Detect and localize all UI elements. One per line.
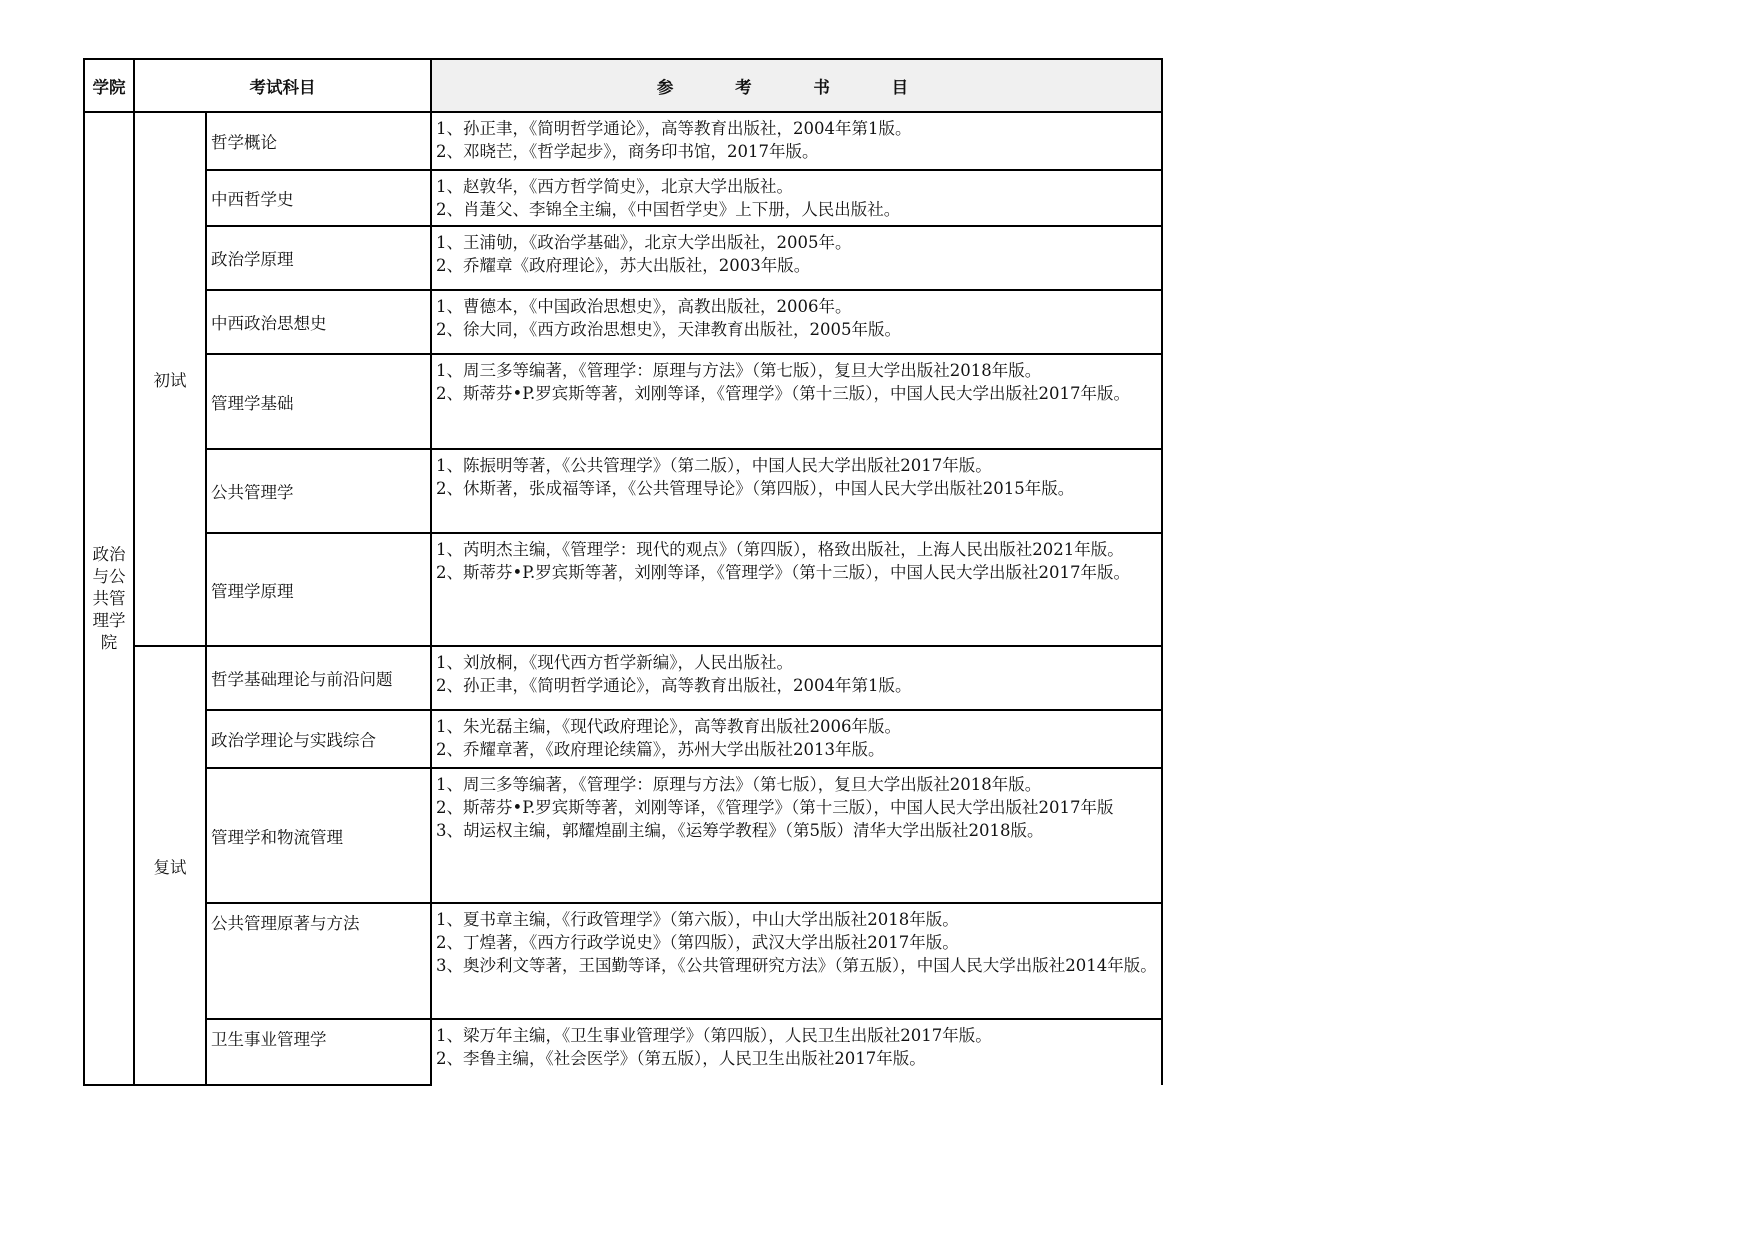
reference-item: 3、胡运权主编，郭耀煌副主编，《运筹学教程》（第5版）清华大学出版社2018版。 [436,821,1044,840]
reference-item: 1、赵敦华，《西方哲学简史》，北京大学出版社。 [436,177,793,196]
reference-list [431,768,1162,903]
reference-list [431,646,1162,710]
header-row [84,59,1162,112]
reference-item: 2、斯蒂芬•P.罗宾斯等著，刘刚等译，《管理学》（第十三版），中国人民大学出版社2017年版。 [436,563,1130,582]
reference-item: 2、斯蒂芬•P.罗宾斯等著，刘刚等译，《管理学》（第十三版），中国人民大学出版社2017年版 [436,798,1114,817]
reference-item: 2、邓晓芒，《哲学起步》，商务印书馆，2017年版。 [436,142,819,161]
reference-list [431,226,1162,290]
subject-name: 哲学概论 [206,112,431,170]
table-row [84,768,1162,903]
reference-item: 2、休斯著，张成福等译，《公共管理导论》（第四版），中国人民大学出版社2015年版。 [436,479,1075,498]
subject-name: 哲学基础理论与前沿问题 [206,646,431,710]
table-row [84,903,1162,1019]
college-cell [84,112,134,1085]
subject-name: 卫生事业管理学 [206,1019,431,1085]
reference-item: 2、李鲁主编，《社会医学》（第五版），人民卫生出版社2017年版。 [436,1049,926,1068]
table-row [84,449,1162,533]
reference-item: 2、丁煌著，《西方行政学说史》（第四版），武汉大学出版社2017年版。 [436,933,959,952]
reference-item: 2、乔耀章著，《政府理论续篇》，苏州大学出版社2013年版。 [436,740,885,759]
subject-name: 公共管理原著与方法 [206,903,431,1019]
reference-list [431,290,1162,354]
reference-item: 2、徐大同，《西方政治思想史》，天津教育出版社，2005年版。 [436,320,901,339]
reference-item: 2、乔耀章《政府理论》，苏大出版社，2003年版。 [436,256,811,275]
reference-item: 1、王浦劬，《政治学基础》，北京大学出版社，2005年。 [436,233,852,252]
reference-list [431,449,1162,533]
college-header: 学院 [84,59,134,112]
table-row [84,290,1162,354]
reference-item: 1、朱光磊主编，《现代政府理论》，高等教育出版社2006年版。 [436,717,901,736]
subject-name: 管理学和物流管理 [206,768,431,903]
reference-item: 1、刘放桐，《现代西方哲学新编》，人民出版社。 [436,653,793,672]
subject-name: 政治学理论与实践综合 [206,710,431,768]
reference-list [431,1019,1162,1085]
table-row [84,1019,1162,1085]
reference-list [431,710,1162,768]
stage-retest: 复试 [134,646,206,1085]
refs-header: 参 考 书 目 [431,59,1162,112]
subject-name: 管理学原理 [206,533,431,646]
reference-item: 2、斯蒂芬•P.罗宾斯等著，刘刚等译，《管理学》（第十三版），中国人民大学出版社2017年版。 [436,384,1130,403]
reference-item: 1、夏书章主编，《行政管理学》（第六版），中山大学出版社2018年版。 [436,910,959,929]
reference-item: 2、孙正聿，《简明哲学通论》，高等教育出版社，2004年第1版。 [436,676,912,695]
table-row [84,710,1162,768]
table-row [84,170,1162,226]
reference-book-table [83,58,1163,1086]
reference-list [431,533,1162,646]
reference-list [431,903,1162,1019]
subject-name: 公共管理学 [206,449,431,533]
reference-item: 3、奥沙利文等著，王国勤等译，《公共管理研究方法》（第五版），中国人民大学出版社2014年版。 [436,956,1157,975]
subject-name: 中西政治思想史 [206,290,431,354]
reference-item: 1、陈振明等著，《公共管理学》（第二版），中国人民大学出版社2017年版。 [436,456,992,475]
subject-name: 中西哲学史 [206,170,431,226]
reference-item: 1、周三多等编著，《管理学：原理与方法》（第七版），复旦大学出版社2018年版。 [436,775,1042,794]
table-row [84,533,1162,646]
reference-item: 1、孙正聿，《简明哲学通论》，高等教育出版社，2004年第1版。 [436,119,912,138]
reference-item: 1、芮明杰主编，《管理学：现代的观点》（第四版），格致出版社，上海人民出版社2021年版。 [436,540,1124,559]
subject-name: 政治学原理 [206,226,431,290]
reference-list [431,354,1162,449]
subject-header: 考试科目 [134,59,431,112]
reference-item: 1、梁万年主编，《卫生事业管理学》（第四版），人民卫生出版社2017年版。 [436,1026,992,1045]
table-row [84,354,1162,449]
table-row [84,226,1162,290]
college-name: 政治与公共管理学院 [92,544,126,652]
table-row [84,112,1162,170]
reference-item: 1、周三多等编著，《管理学：原理与方法》（第七版），复旦大学出版社2018年版。 [436,361,1042,380]
table-row [84,646,1162,710]
subject-name: 管理学基础 [206,354,431,449]
reference-list [431,112,1162,170]
stage-initial: 初试 [134,112,206,646]
reference-item: 1、曹德本，《中国政治思想史》，高教出版社，2006年。 [436,297,852,316]
reference-list [431,170,1162,226]
reference-item: 2、肖萐父、李锦全主编，《中国哲学史》上下册，人民出版社。 [436,200,901,219]
